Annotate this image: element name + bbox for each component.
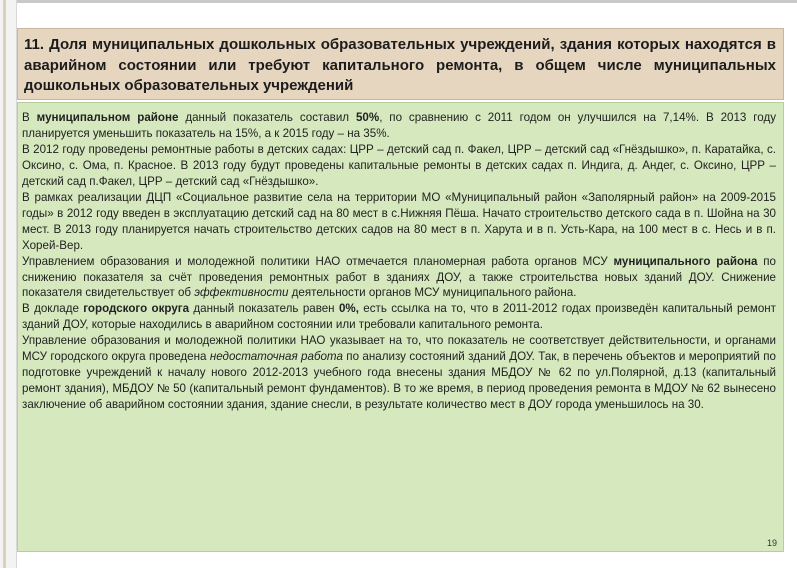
left-margin-panel [0, 0, 17, 568]
paragraph-5 [22, 301, 776, 333]
left-decorative-stripe [3, 0, 6, 568]
p1-text-c: данный показатель составил [178, 111, 356, 124]
p4-text-c: по снижению показателя за счёт проведения ремонтных работ в зданиях ДОУ, а также строительства новых зданий ДОУ. Снижение показателя свидетельствует об [22, 254, 777, 300]
p5-text-e: есть ссылка на то, что в 2011-2012 годах произведён капитальный ремонт зданий ДОУ, которые находились в аварийном состоянии или требовали капитального ремонта. [22, 302, 776, 332]
p4-text-e: деятельности органов МСУ муниципального района. [288, 286, 577, 300]
p1-bold-value: 50% [355, 111, 380, 124]
p6-text-a: Управление образования и молодежной политики НАО указывает на то, что показатель не соответствует действительности, и органами МСУ городского округа проведена [22, 334, 776, 364]
p4-text-a: Управлением образования и молодежной политики НАО отмечается планомерная работа органов МСУ [22, 254, 614, 268]
paragraph-6 [22, 333, 776, 413]
p6-text-c: по анализу состояний зданий ДОУ. Так, в перечень объектов и мероприятий по подготовке учреждений к началу нового 2012-2013 учебного года внесены здания МБДОУ № 62 по ул.Полярной, д.13 (капитальный ремонт здания), МБДОУ № 50 (капитальный ремонт фундаментов). В то же время, в период проведения ремонта в МДОУ № 62 вынесено заключение об аварийном состоянии здания, здание снесли, в результате количество мест в ДОУ города уменьшилось на 30. [22, 350, 776, 412]
slide-title: 11. Доля муниципальных дошкольных образовательных учреждений, здания которых находятся в аварийном состоянии или требуют капитального ремонта, в общем числе муниципальных дошкольных образовательных учреждений [24, 36, 776, 94]
p1-text-a: В [22, 111, 37, 124]
p5-text-c: данный показатель равен [189, 302, 339, 316]
p5-text-a: В докладе [22, 302, 84, 316]
content-text [22, 110, 776, 413]
p4-italic-term: эффективности [194, 286, 289, 300]
p6-italic-term: недостаточная работа [209, 350, 343, 364]
slide-title-box [17, 28, 784, 100]
paragraph-1 [22, 110, 776, 142]
paragraph-2: В 2012 году проведены ремонтные работы в детских садах: ЦРР – детский сад п. Факел, ЦРР – детский сад «Гнёздышко», п. Каратайка, с. Оксино, с. Ома, п. Красное. В 2013 году будут проведены капитальные ремонты в детских садах п. Индига, д. Андег, с. Оксино, ЦРР – детский сад п.Факел, ЦРР – детский сад «Гнёздышко». [22, 142, 776, 188]
p1-text-e: , по сравнению с 2011 годом он улучшился на 7,14%. В 2013 году планируется уменьшить показатель на 15%, а к 2015 году – на 35%. [22, 111, 777, 140]
top-border-bar [0, 0, 797, 3]
p4-bold-term: муниципального района [613, 254, 758, 268]
p5-bold-term: городского округа [83, 302, 190, 316]
p5-bold-value: 0%, [338, 302, 359, 316]
paragraph-4 [22, 254, 776, 302]
content-box [17, 102, 784, 552]
paragraph-3: В рамках реализации ДЦП «Социальное развитие села на территории МО «Муниципальный район «Заполярный район» на 2009-2015 годы» в 2012 году введен в эксплуатацию детский сад на 80 мест в с.Нижняя Пёша. Начато строительство детского сада в п. Шойна на 30 мест. В 2013 году планируется начать строительство детских садов на 80 мест в п. Харута и в п. Усть-Кара, на 100 мест в с. Несь и в п. Хорей-Вер. [22, 190, 776, 252]
page-number: 19 [766, 538, 777, 548]
p1-bold-term: муниципальном районе [36, 111, 179, 124]
